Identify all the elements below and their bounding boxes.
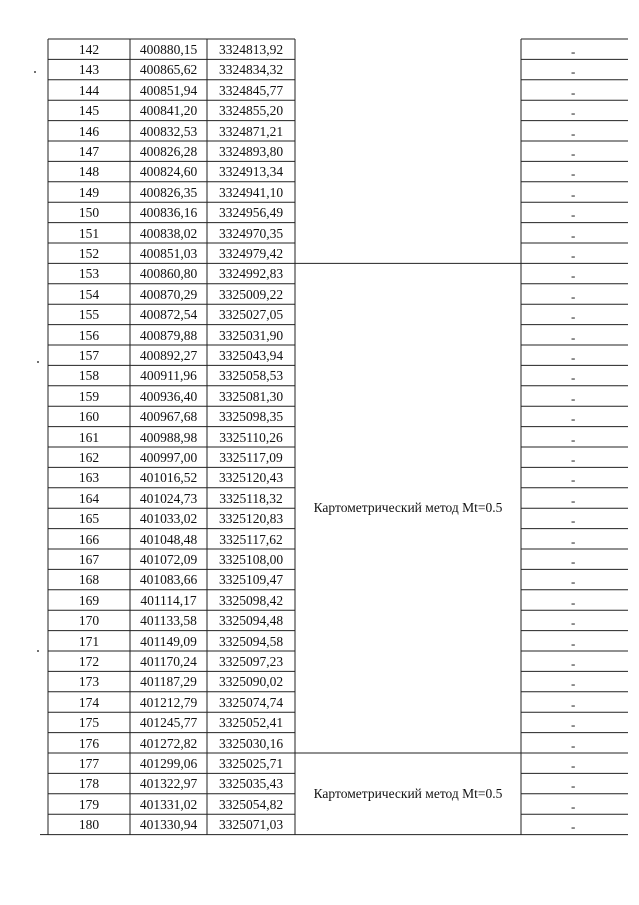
- point-number: 176: [78, 735, 100, 751]
- coordinate-x: 401114,17: [140, 592, 197, 608]
- point-number: 159: [78, 388, 100, 404]
- dash-cell: -: [571, 411, 576, 427]
- dash-cell: -: [571, 758, 576, 773]
- point-number: 172: [78, 654, 100, 669]
- point-number: 179: [78, 796, 100, 812]
- coordinate-y: 3325108,00: [218, 552, 284, 567]
- coordinate-y: 3325054,82: [218, 796, 284, 812]
- point-number: 152: [78, 246, 100, 261]
- dash-cell: -: [571, 105, 576, 121]
- coordinate-x: 400851,03: [139, 246, 198, 261]
- coordinate-x: 400870,29: [139, 286, 198, 302]
- coordinate-x: 400892,27: [139, 348, 198, 363]
- coordinate-y: 3325117,09: [219, 450, 283, 465]
- coordinate-y: 3325071,03: [218, 817, 284, 833]
- coordinate-x: 401048,48: [139, 531, 198, 547]
- dash-cell: -: [571, 146, 576, 161]
- coordinate-x: 401272,82: [139, 735, 198, 751]
- point-number: 143: [78, 62, 100, 78]
- coordinate-x: 401083,66: [139, 572, 198, 588]
- coordinate-y: 3324871,21: [218, 123, 284, 139]
- coordinate-x: 400988,98: [139, 429, 198, 445]
- dash-cell: -: [571, 207, 576, 223]
- dash-cell: -: [571, 309, 576, 325]
- point-number: 157: [78, 348, 100, 363]
- coordinate-x: 400872,54: [139, 307, 198, 323]
- coordinate-x: 401133,58: [140, 613, 197, 629]
- point-number: 142: [78, 42, 100, 57]
- coordinate-x: 400824,60: [139, 164, 198, 180]
- dash-cell: -: [571, 594, 576, 610]
- coordinate-y: 3325109,47: [218, 572, 284, 588]
- point-number: 150: [78, 205, 100, 221]
- coordinate-y: 3325090,02: [218, 674, 284, 690]
- point-number: 175: [78, 715, 100, 731]
- coordinate-y: 3325031,90: [218, 327, 284, 343]
- dash-cell: -: [571, 227, 576, 243]
- coordinate-x: 401331,02: [139, 796, 198, 812]
- dash-cell: -: [571, 186, 576, 202]
- coordinate-y: 3325035,43: [218, 776, 284, 792]
- point-number: 165: [78, 511, 100, 527]
- coordinate-y: 3324893,80: [218, 144, 284, 159]
- coordinate-x: 401170,24: [140, 654, 197, 669]
- dash-cell: -: [571, 44, 576, 59]
- dash-cell: -: [571, 533, 576, 549]
- coordinate-x: 400936,40: [139, 388, 198, 404]
- dash-cell: -: [571, 656, 576, 671]
- coordinate-y: 3325009,22: [218, 286, 284, 302]
- dash-cell: -: [571, 268, 576, 284]
- point-number: 180: [78, 817, 100, 833]
- coordinate-y: 3325098,42: [218, 592, 284, 608]
- dash-cell: -: [571, 778, 576, 794]
- dash-cell: -: [571, 554, 576, 569]
- coordinate-y: 3325097,23: [218, 654, 284, 669]
- point-number: 170: [78, 613, 100, 629]
- coordinate-x: 400860,80: [139, 266, 198, 282]
- dash-cell: -: [571, 431, 576, 447]
- scan-speck: [37, 650, 39, 652]
- coordinate-x: 400836,16: [139, 205, 198, 221]
- coordinate-y: 3325118,32: [219, 490, 283, 506]
- dash-cell: -: [571, 84, 576, 100]
- coordinate-y: 3324956,49: [218, 205, 284, 221]
- point-number: 163: [78, 470, 100, 486]
- dash-cell: -: [571, 492, 576, 508]
- point-number: 149: [78, 184, 100, 200]
- point-number: 166: [78, 531, 100, 547]
- point-number: 161: [78, 429, 100, 445]
- dash-cell: -: [571, 635, 576, 651]
- coordinate-x: 401072,09: [139, 552, 198, 567]
- coordinate-x: 401212,79: [139, 694, 198, 710]
- point-number: 144: [78, 82, 100, 98]
- coordinate-y: 3324941,10: [218, 184, 284, 200]
- coordinate-y: 3325094,48: [218, 613, 284, 629]
- dash-cell: -: [571, 329, 576, 345]
- dash-cell: -: [571, 819, 576, 835]
- dash-cell: -: [571, 64, 576, 80]
- point-number: 171: [78, 633, 100, 649]
- dash-cell: -: [571, 696, 576, 712]
- point-number: 155: [78, 307, 100, 323]
- coordinate-y: 3325110,26: [219, 429, 283, 445]
- dash-cell: -: [571, 472, 576, 488]
- coordinate-y: 3324845,77: [218, 82, 284, 98]
- dash-cell: -: [571, 350, 576, 365]
- point-number: 173: [78, 674, 100, 690]
- coordinate-y: 3325058,53: [218, 368, 284, 384]
- coordinate-x: 400880,15: [139, 42, 198, 57]
- method-text: Картометрический метод Mt=0.5: [313, 785, 503, 801]
- dash-cell: -: [571, 513, 576, 529]
- coordinate-x: 401149,09: [140, 633, 197, 649]
- coordinate-x: 400826,35: [139, 184, 198, 200]
- point-number: 147: [78, 144, 100, 159]
- dash-cell: -: [571, 166, 576, 182]
- coordinate-x: 401245,77: [139, 715, 198, 731]
- point-number: 153: [78, 266, 100, 282]
- dash-cell: -: [571, 248, 576, 263]
- coordinate-x: 401187,29: [140, 674, 197, 690]
- coordinate-y: 3324970,35: [218, 225, 284, 241]
- coordinate-x: 401322,97: [139, 776, 198, 792]
- coordinate-y: 3325098,35: [218, 409, 284, 425]
- coordinate-y: 3325120,43: [218, 470, 284, 486]
- coordinate-x: 400997,00: [139, 450, 198, 465]
- coordinate-y: 3325043,94: [218, 348, 284, 363]
- coordinate-y: 3325094,58: [218, 633, 284, 649]
- coordinate-x: 400911,96: [140, 368, 197, 384]
- coordinate-x: 400851,94: [139, 82, 198, 98]
- point-number: 167: [78, 552, 100, 567]
- scan-speck: [34, 71, 36, 73]
- dash-cell: -: [571, 370, 576, 386]
- dash-cell: -: [571, 676, 576, 692]
- coordinate-x: 400879,88: [139, 327, 198, 343]
- scan-speck: [37, 361, 39, 363]
- dash-cell: -: [571, 798, 576, 814]
- coordinate-y: 3325025,71: [218, 756, 284, 771]
- coordinate-y: 3325030,16: [218, 735, 284, 751]
- coordinate-y: 3325120,83: [218, 511, 284, 527]
- coordinate-x: 401299,06: [139, 756, 198, 771]
- coordinate-y: 3324992,83: [218, 266, 284, 282]
- point-number: 145: [78, 103, 100, 119]
- coordinate-x: 400838,02: [139, 225, 198, 241]
- dash-cell: -: [571, 615, 576, 631]
- coordinate-y: 3325074,74: [218, 694, 284, 710]
- dash-cell: -: [571, 737, 576, 753]
- coordinate-y: 3325027,05: [218, 307, 284, 323]
- dash-cell: -: [571, 390, 576, 406]
- coordinate-y: 3324913,34: [218, 164, 284, 180]
- point-number: 162: [78, 450, 100, 465]
- dash-cell: -: [571, 574, 576, 590]
- coordinate-y: 3325117,62: [219, 531, 283, 547]
- point-number: 178: [78, 776, 100, 792]
- point-number: 156: [78, 327, 100, 343]
- coordinate-y: 3325052,41: [218, 715, 284, 731]
- method-text: Картометрический метод Mt=0.5: [313, 500, 503, 516]
- point-number: 160: [78, 409, 100, 425]
- point-number: 154: [78, 286, 100, 302]
- coordinate-x: 400832,53: [139, 123, 198, 139]
- coordinate-x: 401016,52: [139, 470, 198, 486]
- point-number: 174: [78, 694, 100, 710]
- dash-cell: -: [571, 717, 576, 733]
- coordinate-y: 3324834,32: [218, 62, 284, 78]
- coordinate-y: 3324855,20: [218, 103, 284, 119]
- coordinate-y: 3325081,30: [218, 388, 284, 404]
- point-number: 169: [78, 592, 100, 608]
- coordinate-y: 3324813,92: [218, 42, 284, 57]
- point-number: 164: [78, 490, 100, 506]
- coordinate-x: 401033,02: [139, 511, 198, 527]
- point-number: 146: [78, 123, 100, 139]
- dash-cell: -: [571, 452, 576, 467]
- coordinate-x: 401024,73: [139, 490, 198, 506]
- point-number: 168: [78, 572, 100, 588]
- dash-cell: -: [571, 125, 576, 141]
- coordinate-x: 401330,94: [139, 817, 198, 833]
- coordinate-x: 400967,68: [139, 409, 198, 425]
- coordinate-x: 400865,62: [139, 62, 198, 78]
- dash-cell: -: [571, 288, 576, 304]
- point-number: 158: [78, 368, 100, 384]
- coordinate-y: 3324979,42: [218, 246, 284, 261]
- coordinate-x: 400841,20: [139, 103, 198, 119]
- coordinate-x: 400826,28: [139, 144, 198, 159]
- point-number: 151: [78, 225, 100, 241]
- point-number: 148: [78, 164, 100, 180]
- point-number: 177: [78, 756, 100, 771]
